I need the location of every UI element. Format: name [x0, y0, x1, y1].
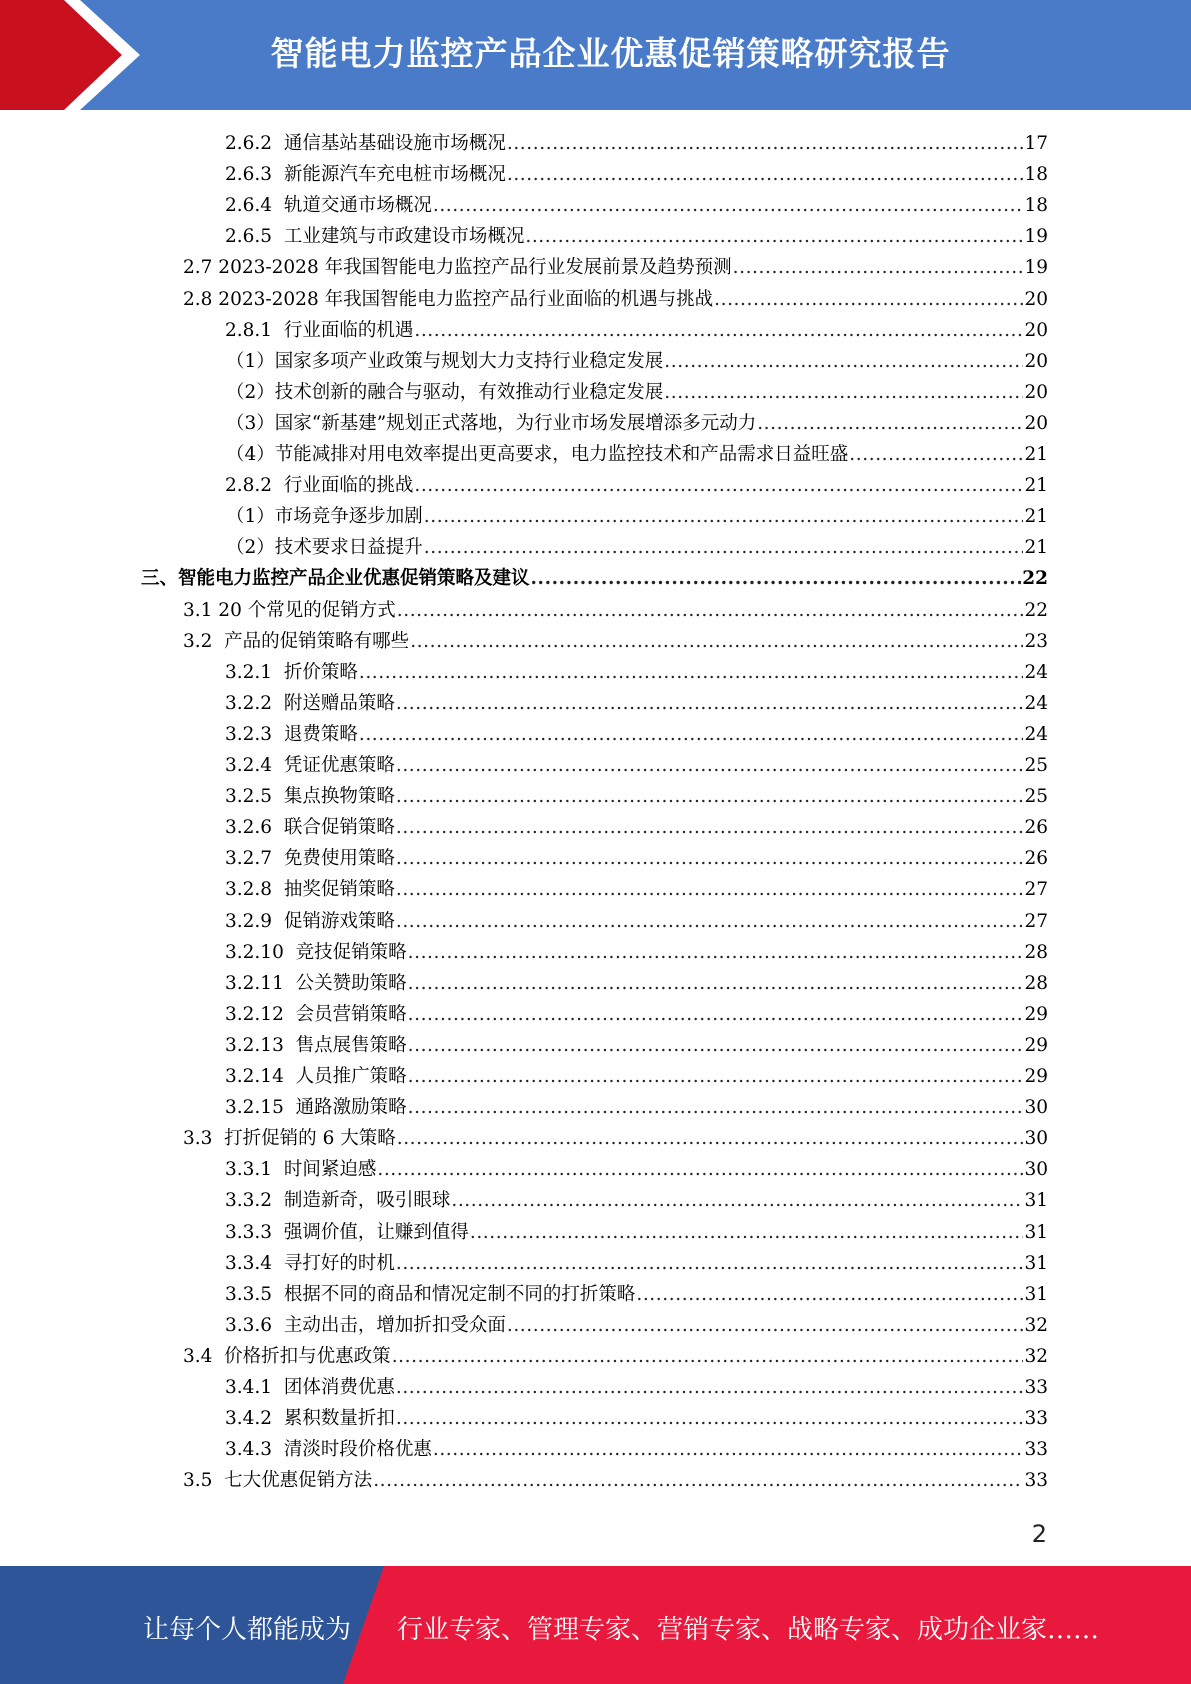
page-footer [0, 1566, 1191, 1684]
toc-leader-dots [396, 1403, 1024, 1434]
toc-entry[interactable] [183, 626, 1048, 657]
toc-entry-label: 3.2.4 凭证优惠策略 [225, 755, 395, 776]
toc-entry-label: （2）技术要求日益提升 [226, 537, 423, 559]
toc-entry-label: 3.4.2 累积数量折扣 [225, 1408, 395, 1430]
toc-entry-label: 3.2.10 竞技促销策略 [225, 941, 407, 963]
toc-entry[interactable] [225, 1279, 1048, 1310]
toc-entry[interactable] [183, 1465, 1048, 1496]
toc-leader-dots [757, 408, 1023, 439]
toc-entry-page: 18 [1024, 195, 1048, 217]
toc-leader-dots [397, 1123, 1024, 1154]
page-header [0, 0, 1191, 110]
toc-leader-dots [414, 470, 1023, 501]
toc-entry[interactable] [225, 1372, 1048, 1403]
toc-leader-dots [531, 563, 1022, 594]
toc-leader-dots [433, 1434, 1024, 1465]
toc-entry[interactable] [225, 1217, 1048, 1248]
toc-leader-dots [408, 1092, 1024, 1123]
toc-entry[interactable] [225, 221, 1048, 252]
toc-leader-dots [359, 719, 1024, 750]
toc-leader-dots [396, 750, 1024, 781]
toc-entry-label: 3.2.2 附送赠品策略 [225, 692, 395, 714]
toc-leader-dots [664, 377, 1023, 408]
toc-leader-dots [397, 595, 1024, 626]
toc-entry-label: 3.3.6 主动出击，增加折扣受众面 [225, 1314, 506, 1336]
toc-entry-label: （1）市场竞争逐步加剧 [226, 506, 423, 528]
toc-entry-page: 29 [1024, 1066, 1048, 1087]
toc-entry[interactable] [225, 190, 1048, 221]
toc-entry-page: 21 [1024, 475, 1048, 497]
toc-entry[interactable] [226, 346, 1048, 377]
toc-entry-page: 19 [1024, 226, 1048, 248]
toc-entry-label: （1）国家多项产业政策与规划大力支持行业稳定发展 [226, 350, 664, 372]
toc-entry[interactable] [225, 999, 1048, 1030]
toc-entry[interactable] [226, 532, 1048, 563]
toc-entry[interactable] [225, 1310, 1048, 1341]
toc-entry[interactable] [183, 284, 1048, 315]
toc-entry-label: 3.3.5 根据不同的商品和情况定制不同的打折策略 [225, 1283, 636, 1305]
toc-leader-dots [525, 221, 1023, 252]
toc-entry[interactable] [226, 377, 1048, 408]
toc-entry-label: 2.7 2023-2028 年我国智能电力监控产品行业发展前景及趋势预测 [183, 257, 732, 279]
toc-entry-page: 21 [1024, 506, 1048, 528]
toc-entry-label: （4）节能减排对用电效率提出更高要求，电力监控技术和产品需求日益旺盛 [226, 444, 849, 465]
toc-entry-label: （3）国家“新基建”规划正式落地，为行业市场发展增添多元动力 [226, 412, 757, 434]
toc-entry-page: 33 [1024, 1439, 1048, 1461]
toc-leader-dots [424, 501, 1024, 532]
toc-leader-dots [408, 1061, 1024, 1092]
toc-entry[interactable] [226, 439, 1048, 470]
toc-leader-dots [408, 937, 1024, 968]
toc-entry-label: 2.8.2 行业面临的挑战 [225, 475, 414, 497]
toc-entry-label: 2.8.1 行业面临的机遇 [225, 319, 414, 341]
toc-entry-page: 33 [1024, 1470, 1048, 1492]
toc-entry-page: 31 [1024, 1283, 1048, 1305]
toc-entry-label: 3.2.14 人员推广策略 [225, 1066, 407, 1087]
toc-leader-dots [396, 843, 1024, 874]
toc-leader-dots [396, 1372, 1024, 1403]
toc-leader-dots [373, 1465, 1023, 1496]
toc-leader-dots [470, 1217, 1024, 1248]
footer-slogan-left: 让每个人都能成为 [143, 1615, 352, 1645]
toc-entry[interactable] [226, 501, 1048, 532]
toc-entry-label: （2）技术创新的融合与驱动，有效推动行业稳定发展 [226, 381, 664, 403]
toc-leader-dots [414, 315, 1023, 346]
toc-entry-page: 29 [1024, 1034, 1048, 1056]
toc-entry-label: 3.2 产品的促销策略有哪些 [183, 630, 410, 652]
toc-entry-page: 32 [1024, 1314, 1048, 1336]
toc-entry[interactable] [225, 315, 1048, 346]
toc-entry[interactable] [225, 937, 1048, 968]
toc-entry[interactable] [225, 781, 1048, 812]
toc-leader-dots [433, 190, 1024, 221]
toc-leader-dots [733, 252, 1024, 283]
toc-entry-label: 3.2.6 联合促销策略 [225, 817, 395, 839]
toc-entry[interactable] [183, 252, 1048, 283]
toc-entry-label: 3.2.11 公关赞助策略 [225, 972, 407, 994]
toc-entry[interactable] [225, 1061, 1048, 1092]
toc-entry-page: 27 [1024, 910, 1048, 932]
report-title: 智能电力监控产品企业优惠促销策略研究报告 [270, 34, 951, 73]
toc-entry-label: 3.2.1 折价策略 [225, 661, 358, 683]
toc-entry-page: 22 [1022, 568, 1048, 590]
toc-entry-page: 21 [1024, 537, 1048, 559]
toc-leader-dots [408, 968, 1024, 999]
toc-entry-page: 25 [1024, 755, 1048, 776]
toc-entry[interactable] [225, 159, 1048, 190]
toc-entry-label: 3.3.4 寻打好的时机 [225, 1252, 395, 1274]
toc-entry[interactable] [183, 1341, 1048, 1372]
toc-entry-page: 19 [1024, 257, 1048, 279]
toc-entry-label: 2.6.4 轨道交通市场概况 [225, 195, 432, 217]
toc-leader-dots [507, 159, 1024, 190]
toc-entry-page: 30 [1024, 1159, 1048, 1181]
toc-entry-page: 20 [1024, 350, 1048, 372]
toc-leader-dots [396, 781, 1024, 812]
toc-entry-label: 2.6.3 新能源汽车充电桩市场概况 [225, 164, 506, 186]
page-number: 2 [1031, 1520, 1047, 1548]
toc-entry-page: 31 [1024, 1190, 1048, 1212]
toc-entry-page: 32 [1024, 1345, 1048, 1367]
toc-entry-label: 3.3 打折促销的 6 大策略 [183, 1128, 396, 1150]
toc-entry-page: 28 [1024, 941, 1048, 963]
toc-entry[interactable] [225, 906, 1048, 937]
toc-entry-page: 25 [1024, 786, 1048, 808]
toc-leader-dots [396, 906, 1024, 937]
toc-entry-label: 3.2.7 免费使用策略 [225, 848, 395, 870]
toc-entry-page: 20 [1024, 412, 1048, 434]
toc-entry-label: 3.4.3 清淡时段价格优惠 [225, 1439, 432, 1461]
toc-entry[interactable] [226, 408, 1048, 439]
toc-entry-label: 3.2.9 促销游戏策略 [225, 910, 395, 932]
toc-leader-dots [396, 688, 1024, 719]
toc-entry-label: 2.6.2 通信基站基础设施市场概况 [225, 133, 506, 154]
toc-entry[interactable] [183, 595, 1048, 626]
toc-entry-page: 30 [1024, 1097, 1048, 1119]
toc-entry-page: 33 [1024, 1377, 1048, 1398]
toc-entry-page: 22 [1024, 599, 1048, 621]
toc-leader-dots [636, 1279, 1023, 1310]
toc-entry[interactable] [225, 719, 1048, 750]
toc-leader-dots [664, 346, 1023, 377]
toc-entry-page: 30 [1024, 1128, 1048, 1150]
toc-entry[interactable] [141, 563, 1048, 594]
toc-entry-page: 20 [1024, 381, 1048, 403]
toc-entry-page: 27 [1024, 879, 1048, 901]
toc-entry-label: 2.8 2023-2028 年我国智能电力监控产品行业面临的机遇与挑战 [183, 288, 714, 310]
toc-entry[interactable] [225, 874, 1048, 905]
toc-entry[interactable] [225, 750, 1048, 781]
toc-entry-page: 24 [1024, 723, 1048, 745]
toc-entry-page: 24 [1024, 661, 1048, 683]
toc-leader-dots [392, 1341, 1024, 1372]
toc-entry[interactable] [225, 1092, 1048, 1123]
toc-entry-page: 20 [1024, 288, 1048, 310]
toc-entry-label: 3.2.13 售点展售策略 [225, 1034, 407, 1056]
toc-leader-dots [396, 812, 1024, 843]
toc-entry-label: 2.6.5 工业建筑与市政建设市场概况 [225, 226, 525, 248]
toc-entry[interactable] [225, 843, 1048, 874]
toc-entry[interactable] [225, 1030, 1048, 1061]
toc-leader-dots [714, 284, 1023, 315]
toc-entry-page: 31 [1024, 1252, 1048, 1274]
toc-entry[interactable] [225, 1154, 1048, 1185]
toc-entry-label: 3.2.12 会员营销策略 [225, 1003, 407, 1025]
toc-entry-page: 31 [1024, 1221, 1048, 1243]
toc-entry[interactable] [225, 470, 1048, 501]
toc-entry[interactable] [225, 657, 1048, 688]
toc-entry-page: 20 [1024, 319, 1048, 341]
toc-entry-label: 3.4 价格折扣与优惠政策 [183, 1345, 391, 1367]
toc-entry-label: 3.2.5 集点换物策略 [225, 786, 395, 808]
toc-leader-dots [396, 874, 1024, 905]
toc-entry-page: 29 [1024, 1003, 1048, 1025]
toc-entry-label: 3.3.1 时间紧迫感 [225, 1159, 377, 1181]
toc-entry-label: 3.3.3 强调价值，让赚到值得 [225, 1221, 469, 1243]
toc-leader-dots [396, 1248, 1024, 1279]
toc-entry[interactable] [225, 968, 1048, 999]
toc-leader-dots [507, 128, 1024, 159]
toc-entry[interactable] [225, 1248, 1048, 1279]
toc-entry-page: 26 [1024, 817, 1048, 839]
footer-slogan-right: 行业专家、管理专家、营销专家、战略专家、成功企业家…… [397, 1615, 1100, 1645]
toc-entry-page: 24 [1024, 692, 1048, 714]
toc-leader-dots [359, 657, 1024, 688]
toc-entry-page: 33 [1024, 1408, 1048, 1430]
toc-entry-label: 3.2.15 通路激励策略 [225, 1097, 407, 1119]
toc-entry[interactable] [225, 1403, 1048, 1434]
toc-entry-label: 3.2.8 抽奖促销策略 [225, 879, 395, 901]
toc-entry-label: 3.4.1 团体消费优惠 [225, 1377, 395, 1398]
toc-entry[interactable] [225, 128, 1048, 159]
toc-entry[interactable] [225, 1434, 1048, 1465]
toc-leader-dots [408, 1030, 1024, 1061]
toc-entry-label: 3.2.3 退费策略 [225, 723, 358, 745]
toc-entry-page: 17 [1024, 133, 1048, 154]
toc-leader-dots [408, 999, 1024, 1030]
toc-leader-dots [424, 532, 1024, 563]
toc-leader-dots [451, 1185, 1023, 1216]
toc-entry-label: 3.3.2 制造新奇，吸引眼球 [225, 1190, 451, 1212]
toc-leader-dots [507, 1310, 1024, 1341]
toc-entry-page: 26 [1024, 848, 1048, 870]
toc-entry-page: 18 [1024, 164, 1048, 186]
toc-leader-dots [377, 1154, 1023, 1185]
toc-leader-dots [849, 439, 1023, 470]
toc-entry-label: 三、智能电力监控产品企业优惠促销策略及建议 [141, 568, 530, 590]
toc-entry-page: 23 [1024, 630, 1048, 652]
toc-entry-page: 28 [1024, 972, 1048, 994]
toc-entry[interactable] [225, 812, 1048, 843]
toc-entry-label: 3.5 七大优惠促销方法 [183, 1470, 373, 1492]
toc-entry-page: 21 [1024, 444, 1048, 465]
toc-entry-label: 3.1 20 个常见的促销方式 [183, 599, 396, 621]
toc-entry[interactable] [183, 1123, 1048, 1154]
toc-leader-dots [410, 626, 1023, 657]
toc-entry[interactable] [225, 688, 1048, 719]
toc-entry[interactable] [225, 1185, 1048, 1216]
